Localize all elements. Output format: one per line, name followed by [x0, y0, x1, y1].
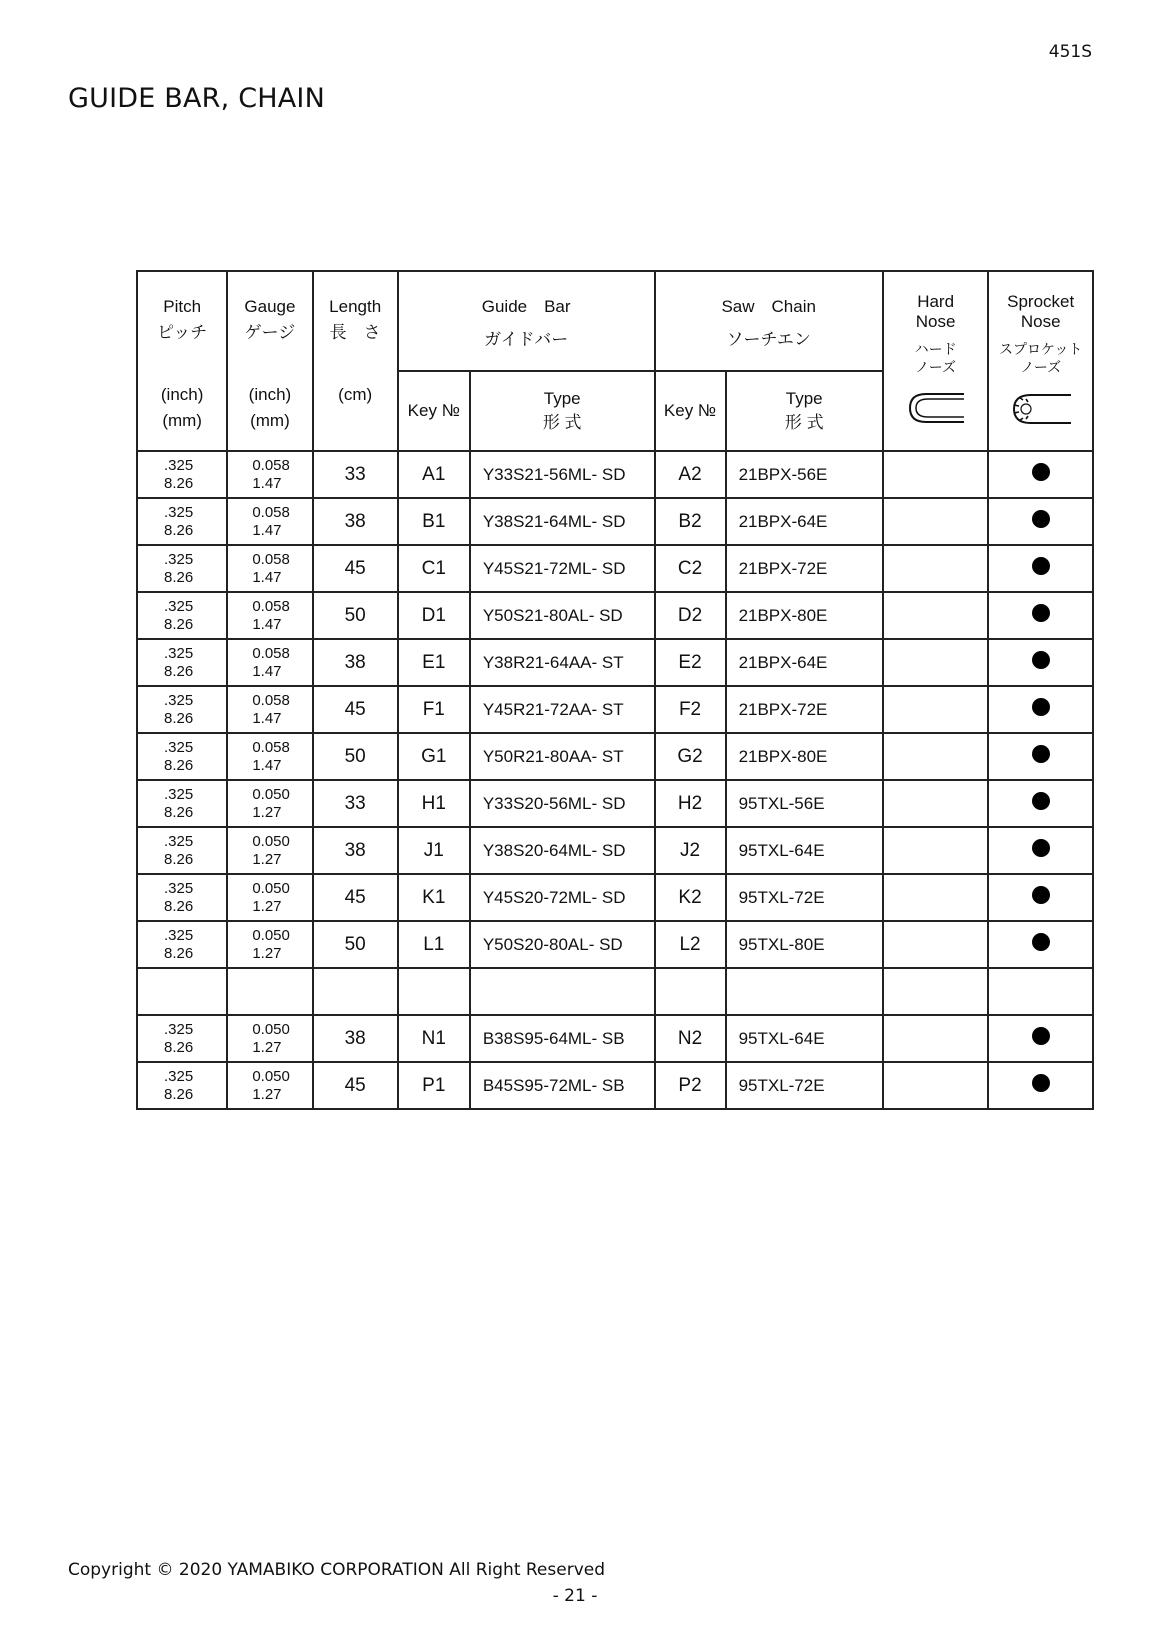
saw-chain-type-cell: 95TXL-80E — [726, 921, 883, 968]
sprocket-nose-cell — [988, 968, 1093, 1015]
filled-dot-icon — [1032, 792, 1050, 810]
filled-dot-icon — [1032, 839, 1050, 857]
filled-dot-icon — [1032, 651, 1050, 669]
guide-bar-key-cell: A1 — [398, 451, 470, 498]
guide-bar-key-cell — [398, 968, 470, 1015]
gauge-inch: 0.050 — [252, 785, 290, 803]
hard-nose-header-jp2: ノーズ — [915, 359, 957, 375]
sprocket-nose-cell — [988, 1062, 1093, 1109]
pitch-cell — [137, 545, 227, 592]
pitch-inch: .325 — [164, 644, 194, 662]
length-cell: 38 — [313, 639, 398, 686]
hard-nose-cell — [883, 1015, 989, 1062]
pitch-inch: .325 — [164, 879, 194, 897]
gauge-inch: 0.050 — [252, 926, 290, 944]
sprocket-nose-cell — [988, 639, 1093, 686]
guide-bar-chain-table — [136, 270, 1094, 1110]
saw-chain-key-cell: N2 — [655, 1015, 726, 1062]
guide-bar-type-cell: Y45S21-72ML- SD — [470, 545, 655, 592]
saw-chain-key-cell: K2 — [655, 874, 726, 921]
guide-bar-key-cell: K1 — [398, 874, 470, 921]
pitch-mm: 8.26 — [164, 521, 194, 539]
hard-nose-header — [883, 271, 989, 451]
saw-chain-type-cell: 21BPX-72E — [726, 545, 883, 592]
pitch-cell — [137, 639, 227, 686]
saw-chain-key-cell: E2 — [655, 639, 726, 686]
gauge-mm: 1.27 — [252, 1085, 282, 1103]
saw-chain-key-cell: H2 — [655, 780, 726, 827]
sprocket-nose-cell — [988, 686, 1093, 733]
guide-bar-type-en: Type — [543, 389, 581, 408]
saw-chain-type-en: Type — [785, 389, 823, 408]
pitch-cell — [137, 498, 227, 545]
table-row — [137, 780, 1093, 827]
guide-bar-type-header — [470, 371, 655, 451]
hard-nose-cell — [883, 639, 989, 686]
hard-nose-cell — [883, 874, 989, 921]
guide-bar-type-cell: Y45R21-72AA- ST — [470, 686, 655, 733]
hard-nose-cell — [883, 451, 989, 498]
filled-dot-icon — [1032, 1027, 1050, 1045]
pitch-mm: 8.26 — [164, 615, 194, 633]
gauge-cell — [227, 780, 312, 827]
guide-bar-key-cell: E1 — [398, 639, 470, 686]
guide-bar-key-header: Key № — [398, 371, 470, 451]
pitch-inch: .325 — [164, 785, 194, 803]
pitch-header-en: Pitch — [163, 297, 202, 316]
saw-chain-key-cell: L2 — [655, 921, 726, 968]
length-cell — [313, 968, 398, 1015]
gauge-mm: 1.27 — [252, 944, 282, 962]
gauge-inch: 0.058 — [252, 456, 290, 474]
saw-chain-type-cell: 21BPX-56E — [726, 451, 883, 498]
guide-bar-key-cell: F1 — [398, 686, 470, 733]
saw-chain-key-cell: F2 — [655, 686, 726, 733]
saw-chain-type-cell: 21BPX-80E — [726, 733, 883, 780]
gauge-mm: 1.47 — [252, 568, 282, 586]
gauge-inch: 0.058 — [252, 738, 290, 756]
gauge-mm: 1.27 — [252, 1038, 282, 1056]
sprocket-nose-cell — [988, 451, 1093, 498]
pitch-inch: .325 — [164, 832, 194, 850]
gauge-mm: 1.47 — [252, 756, 282, 774]
pitch-inch: .325 — [164, 456, 194, 474]
guide-bar-key-cell: L1 — [398, 921, 470, 968]
page-title: GUIDE BAR, CHAIN — [68, 83, 325, 114]
filled-dot-icon — [1032, 510, 1050, 528]
saw-chain-type-cell: 95TXL-56E — [726, 780, 883, 827]
gauge-cell — [227, 686, 312, 733]
gauge-inch: 0.050 — [252, 1020, 290, 1038]
saw-chain-type-cell: 21BPX-64E — [726, 639, 883, 686]
hard-nose-cell — [883, 921, 989, 968]
sprocket-nose-header-jp1: スプロケット — [999, 341, 1083, 357]
gauge-mm: 1.47 — [252, 662, 282, 680]
length-cell: 50 — [313, 921, 398, 968]
length-header-en: Length — [329, 297, 382, 316]
pitch-inch: .325 — [164, 738, 194, 756]
table-row — [137, 498, 1093, 545]
sprocket-nose-cell — [988, 545, 1093, 592]
gauge-mm: 1.27 — [252, 850, 282, 868]
hard-nose-header-en1: Hard — [917, 292, 955, 311]
sprocket-nose-cell — [988, 592, 1093, 639]
length-cell: 45 — [313, 545, 398, 592]
hard-nose-cell — [883, 968, 989, 1015]
pitch-mm: 8.26 — [164, 1085, 194, 1103]
gauge-mm: 1.27 — [252, 897, 282, 915]
gauge-inch: 0.058 — [252, 503, 290, 521]
pitch-cell — [137, 968, 227, 1015]
guide-bar-key-cell: H1 — [398, 780, 470, 827]
pitch-inch: .325 — [164, 1067, 194, 1085]
filled-dot-icon — [1032, 604, 1050, 622]
saw-chain-type-cell: 21BPX-72E — [726, 686, 883, 733]
saw-chain-key-cell: C2 — [655, 545, 726, 592]
guide-bar-header — [398, 271, 655, 371]
pitch-inch: .325 — [164, 550, 194, 568]
guide-bar-key-cell: J1 — [398, 827, 470, 874]
gauge-cell — [227, 921, 312, 968]
hard-nose-header-jp1: ハード — [914, 341, 957, 357]
guide-bar-type-jp: 形 式 — [542, 413, 582, 432]
guide-bar-type-cell: Y50S20-80AL- SD — [470, 921, 655, 968]
gauge-header-en: Gauge — [244, 297, 296, 316]
guide-bar-key-cell: N1 — [398, 1015, 470, 1062]
length-cell: 33 — [313, 451, 398, 498]
length-cell: 50 — [313, 733, 398, 780]
filled-dot-icon — [1032, 557, 1050, 575]
guide-bar-type-cell: Y38S21-64ML- SD — [470, 498, 655, 545]
pitch-mm: 8.26 — [164, 756, 194, 774]
pitch-cell — [137, 780, 227, 827]
pitch-cell — [137, 874, 227, 921]
gauge-unit-inch: (inch) — [248, 385, 292, 404]
length-cell: 33 — [313, 780, 398, 827]
sprocket-nose-cell — [988, 733, 1093, 780]
guide-bar-type-cell: B38S95-64ML- SB — [470, 1015, 655, 1062]
filled-dot-icon — [1032, 933, 1050, 951]
hard-nose-header-en2: Nose — [915, 312, 956, 331]
pitch-cell — [137, 827, 227, 874]
pitch-mm: 8.26 — [164, 897, 194, 915]
pitch-inch: .325 — [164, 597, 194, 615]
gauge-inch: 0.050 — [252, 879, 290, 897]
guide-bar-type-cell: Y50S21-80AL- SD — [470, 592, 655, 639]
gauge-cell — [227, 874, 312, 921]
sprocket-nose-icon — [1009, 390, 1073, 428]
saw-chain-type-cell: 21BPX-80E — [726, 592, 883, 639]
sprocket-nose-header — [988, 271, 1093, 451]
saw-chain-type-header — [726, 371, 883, 451]
saw-chain-key-cell — [655, 968, 726, 1015]
length-cell: 50 — [313, 592, 398, 639]
saw-chain-key-cell: J2 — [655, 827, 726, 874]
pitch-cell — [137, 686, 227, 733]
gauge-mm: 1.47 — [252, 709, 282, 727]
saw-chain-type-cell: 21BPX-64E — [726, 498, 883, 545]
gauge-cell — [227, 545, 312, 592]
guide-bar-type-cell: Y38S20-64ML- SD — [470, 827, 655, 874]
length-header — [313, 271, 398, 451]
sprocket-nose-cell — [988, 1015, 1093, 1062]
saw-chain-type-cell: 95TXL-64E — [726, 1015, 883, 1062]
pitch-mm: 8.26 — [164, 1038, 194, 1056]
filled-dot-icon — [1032, 745, 1050, 763]
table-row — [137, 1062, 1093, 1109]
guide-bar-header-en: Guide Bar — [481, 297, 571, 316]
pitch-inch: .325 — [164, 926, 194, 944]
saw-chain-type-cell: 95TXL-72E — [726, 1062, 883, 1109]
length-cell: 45 — [313, 874, 398, 921]
gauge-mm: 1.47 — [252, 474, 282, 492]
table-row — [137, 921, 1093, 968]
guide-bar-key-cell: D1 — [398, 592, 470, 639]
sprocket-nose-cell — [988, 921, 1093, 968]
pitch-cell — [137, 1062, 227, 1109]
hard-nose-cell — [883, 592, 989, 639]
gauge-inch: 0.058 — [252, 644, 290, 662]
pitch-mm: 8.26 — [164, 850, 194, 868]
gauge-mm: 1.47 — [252, 615, 282, 633]
guide-bar-type-cell: Y33S20-56ML- SD — [470, 780, 655, 827]
gauge-mm: 1.27 — [252, 803, 282, 821]
pitch-header — [137, 271, 227, 451]
sprocket-nose-cell — [988, 780, 1093, 827]
hard-nose-cell — [883, 827, 989, 874]
gauge-cell — [227, 827, 312, 874]
saw-chain-key-cell: G2 — [655, 733, 726, 780]
filled-dot-icon — [1032, 463, 1050, 481]
gauge-cell — [227, 498, 312, 545]
pitch-inch: .325 — [164, 691, 194, 709]
saw-chain-key-cell: A2 — [655, 451, 726, 498]
hard-nose-cell — [883, 733, 989, 780]
sprocket-nose-header-jp2: ノーズ — [1020, 359, 1062, 375]
gauge-inch: 0.058 — [252, 550, 290, 568]
guide-bar-type-cell: B45S95-72ML- SB — [470, 1062, 655, 1109]
gauge-unit-mm: (mm) — [250, 411, 290, 430]
gauge-cell — [227, 1062, 312, 1109]
length-cell: 45 — [313, 686, 398, 733]
length-cell: 45 — [313, 1062, 398, 1109]
gauge-header — [227, 271, 312, 451]
guide-bar-key-cell: B1 — [398, 498, 470, 545]
guide-bar-key-cell: G1 — [398, 733, 470, 780]
copyright-notice: Copyright © 2020 YAMABIKO CORPORATION All Right Reserved — [68, 1560, 606, 1580]
gauge-inch: 0.058 — [252, 691, 290, 709]
gauge-cell — [227, 1015, 312, 1062]
pitch-mm: 8.26 — [164, 709, 194, 727]
saw-chain-type-cell: 95TXL-64E — [726, 827, 883, 874]
guide-bar-key-cell: C1 — [398, 545, 470, 592]
sprocket-nose-cell — [988, 827, 1093, 874]
pitch-cell — [137, 451, 227, 498]
table-row — [137, 733, 1093, 780]
sprocket-nose-cell — [988, 498, 1093, 545]
saw-chain-header-jp: ソーチエン — [726, 330, 811, 349]
saw-chain-type-cell: 95TXL-72E — [726, 874, 883, 921]
table-row — [137, 874, 1093, 921]
gauge-cell — [227, 968, 312, 1015]
hard-nose-cell — [883, 1062, 989, 1109]
saw-chain-key-cell: D2 — [655, 592, 726, 639]
table-row — [137, 827, 1093, 874]
pitch-mm: 8.26 — [164, 568, 194, 586]
saw-chain-header-en: Saw Chain — [721, 297, 816, 316]
guide-bar-type-cell — [470, 968, 655, 1015]
gauge-mm: 1.47 — [252, 521, 282, 539]
gauge-inch: 0.050 — [252, 1067, 290, 1085]
length-cell: 38 — [313, 1015, 398, 1062]
pitch-unit-inch: (inch) — [160, 385, 204, 404]
gauge-cell — [227, 592, 312, 639]
hard-nose-icon — [906, 390, 966, 426]
length-header-jp: 長 さ — [329, 323, 381, 342]
saw-chain-key-cell: B2 — [655, 498, 726, 545]
table-row — [137, 545, 1093, 592]
table-row — [137, 686, 1093, 733]
pitch-mm: 8.26 — [164, 803, 194, 821]
filled-dot-icon — [1032, 1074, 1050, 1092]
sprocket-nose-header-en1: Sprocket — [1007, 292, 1075, 311]
sprocket-nose-header-en2: Nose — [1020, 312, 1061, 331]
pitch-unit-mm: (mm) — [162, 411, 202, 430]
gauge-inch: 0.058 — [252, 597, 290, 615]
filled-dot-icon — [1032, 698, 1050, 716]
saw-chain-type-cell — [726, 968, 883, 1015]
filled-dot-icon — [1032, 886, 1050, 904]
length-cell: 38 — [313, 498, 398, 545]
pitch-inch: .325 — [164, 503, 194, 521]
page-number: - 21 - — [552, 1586, 598, 1606]
gauge-header-jp: ゲージ — [244, 323, 296, 342]
pitch-inch: .325 — [164, 1020, 194, 1038]
pitch-cell — [137, 592, 227, 639]
saw-chain-header — [655, 271, 883, 371]
guide-bar-type-cell: Y45S20-72ML- SD — [470, 874, 655, 921]
pitch-cell — [137, 921, 227, 968]
gauge-inch: 0.050 — [252, 832, 290, 850]
table-row — [137, 451, 1093, 498]
saw-chain-key-header: Key № — [655, 371, 726, 451]
guide-bar-type-cell: Y38R21-64AA- ST — [470, 639, 655, 686]
hard-nose-cell — [883, 498, 989, 545]
pitch-mm: 8.26 — [164, 944, 194, 962]
page-code: 451S — [1048, 42, 1092, 62]
pitch-cell — [137, 1015, 227, 1062]
length-unit: (cm) — [338, 385, 373, 404]
table-row — [137, 968, 1093, 1015]
length-cell: 38 — [313, 827, 398, 874]
pitch-mm: 8.26 — [164, 662, 194, 680]
guide-bar-key-cell: P1 — [398, 1062, 470, 1109]
pitch-cell — [137, 733, 227, 780]
hard-nose-cell — [883, 545, 989, 592]
sprocket-nose-cell — [988, 874, 1093, 921]
guide-bar-header-jp: ガイドバー — [484, 330, 569, 349]
gauge-cell — [227, 733, 312, 780]
saw-chain-key-cell: P2 — [655, 1062, 726, 1109]
table-row — [137, 639, 1093, 686]
hard-nose-cell — [883, 686, 989, 733]
pitch-mm: 8.26 — [164, 474, 194, 492]
table-row — [137, 1015, 1093, 1062]
guide-bar-type-cell: Y33S21-56ML- SD — [470, 451, 655, 498]
pitch-header-jp: ピッチ — [156, 323, 208, 342]
saw-chain-type-jp: 形 式 — [784, 413, 824, 432]
hard-nose-cell — [883, 780, 989, 827]
guide-bar-type-cell: Y50R21-80AA- ST — [470, 733, 655, 780]
table-body — [137, 451, 1093, 1109]
gauge-cell — [227, 639, 312, 686]
table-row — [137, 592, 1093, 639]
gauge-cell — [227, 451, 312, 498]
